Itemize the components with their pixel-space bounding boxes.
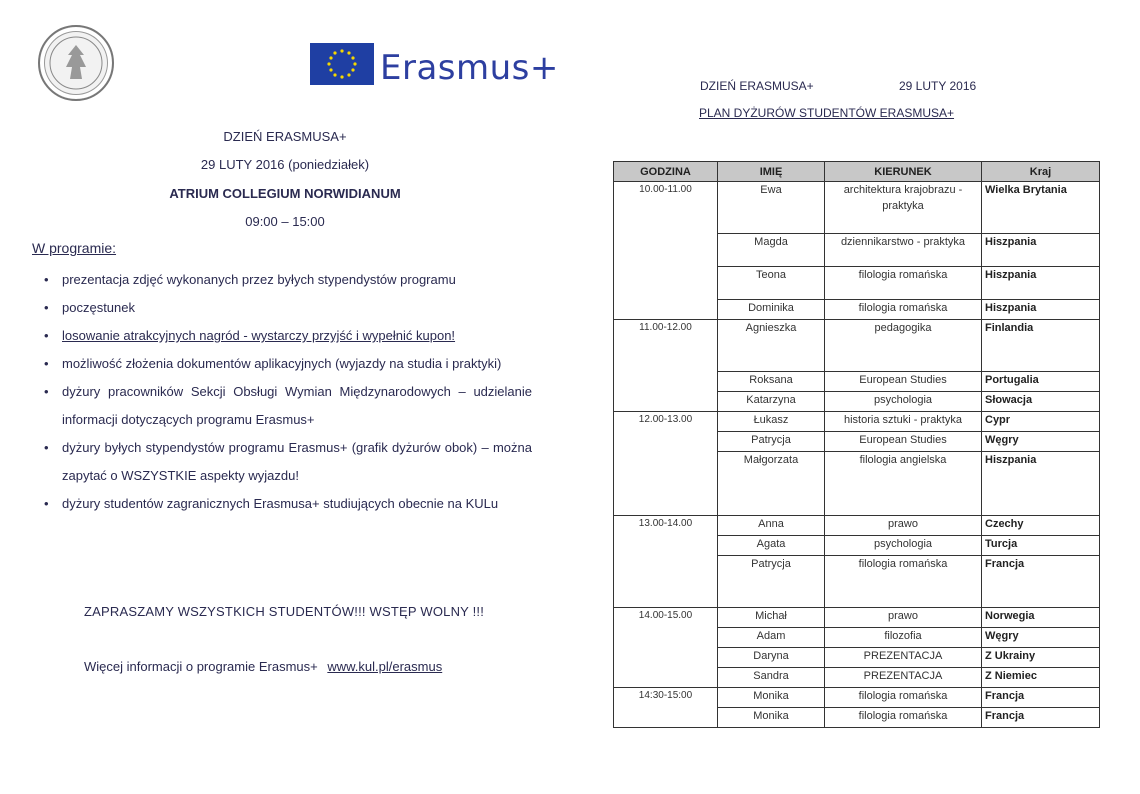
cell-hour: 14:30-15:00 — [614, 688, 718, 728]
cell-field: PREZENTACJA — [825, 648, 982, 668]
university-seal-logo — [38, 25, 114, 101]
duty-schedule-table — [613, 161, 1100, 728]
eu-flag-icon — [310, 43, 374, 85]
cell-name: Daryna — [718, 648, 825, 668]
table-row — [614, 608, 1100, 628]
cell-country: Portugalia — [982, 372, 1100, 392]
cell-country: Czechy — [982, 516, 1100, 536]
event-location: ATRIUM COLLEGIUM NORWIDIANUM — [169, 186, 401, 201]
cell-name: Teona — [718, 267, 825, 300]
cell-field: filologia romańska — [825, 688, 982, 708]
schedule-date: 29 LUTY 2016 — [899, 79, 977, 93]
cell-country: Hiszpania — [982, 452, 1100, 516]
cell-field: filologia romańska — [825, 267, 982, 300]
more-info-text: Więcej informacji o programie Erasmus+ — [84, 659, 318, 674]
cell-field: architektura krajobrazu - praktyka — [825, 182, 982, 234]
cell-country: Hiszpania — [982, 234, 1100, 267]
cell-country: Cypr — [982, 412, 1100, 432]
cell-country: Norwegia — [982, 608, 1100, 628]
program-list — [44, 266, 532, 518]
cell-hour: 11.00-12.00 — [614, 320, 718, 412]
cell-field: filozofia — [825, 628, 982, 648]
cell-field: filologia romańska — [825, 556, 982, 608]
cell-hour: 14.00-15.00 — [614, 608, 718, 688]
cell-name: Adam — [718, 628, 825, 648]
cell-field: psychologia — [825, 392, 982, 412]
table-header-row — [614, 162, 1100, 182]
cell-name: Katarzyna — [718, 392, 825, 412]
cell-country: Francja — [982, 708, 1100, 728]
column-header-hour: GODZINA — [614, 162, 718, 182]
cell-country: Wielka Brytania — [982, 182, 1100, 234]
table-row — [614, 320, 1100, 372]
cell-field: European Studies — [825, 372, 982, 392]
cell-name: Michał — [718, 608, 825, 628]
cell-country: Z Ukrainy — [982, 648, 1100, 668]
cell-name: Magda — [718, 234, 825, 267]
cell-name: Patrycja — [718, 432, 825, 452]
cell-field: prawo — [825, 608, 982, 628]
cell-country: Z Niemiec — [982, 668, 1100, 688]
cell-country: Francja — [982, 688, 1100, 708]
cell-country: Francja — [982, 556, 1100, 608]
table-row — [614, 516, 1100, 536]
cell-country: Turcja — [982, 536, 1100, 556]
erasmus-website-link[interactable]: www.kul.pl/erasmus — [327, 659, 443, 674]
cell-hour: 12.00-13.00 — [614, 412, 718, 516]
cell-field: prawo — [825, 516, 982, 536]
erasmus-plus-wordmark: Erasmus+ — [380, 48, 559, 88]
cell-field: PREZENTACJA — [825, 668, 982, 688]
cell-name: Małgorzata — [718, 452, 825, 516]
cell-name: Agnieszka — [718, 320, 825, 372]
program-item: • poczęstunek — [44, 294, 532, 322]
cell-country: Węgry — [982, 628, 1100, 648]
column-header-country: Kraj — [982, 162, 1100, 182]
cell-name: Anna — [718, 516, 825, 536]
table-row — [614, 688, 1100, 708]
cell-name: Agata — [718, 536, 825, 556]
program-item: • prezentacja zdjęć wykonanych przez byłych stypendystów programu — [44, 266, 532, 294]
program-item: • dyżury studentów zagranicznych Erasmusa+ studiujących obecnie na KULu — [44, 490, 532, 518]
cell-field: psychologia — [825, 536, 982, 556]
cell-name: Monika — [718, 688, 825, 708]
cell-field: filologia romańska — [825, 708, 982, 728]
cell-country: Słowacja — [982, 392, 1100, 412]
schedule-plan-title: PLAN DYŻURÓW STUDENTÓW ERASMUSA+ — [699, 106, 955, 120]
cell-hour: 13.00-14.00 — [614, 516, 718, 608]
program-item: • losowanie atrakcyjnych nagród - wystarczy przyjść i wypełnić kupon! — [44, 322, 532, 350]
cell-country: Hiszpania — [982, 267, 1100, 300]
cell-field: filologia angielska — [825, 452, 982, 516]
cell-name: Patrycja — [718, 556, 825, 608]
cell-country: Węgry — [982, 432, 1100, 452]
event-date: 29 LUTY 2016 (poniedziałek) — [200, 157, 370, 172]
cell-name: Monika — [718, 708, 825, 728]
program-item: • możliwość złożenia dokumentów aplikacyjnych (wyjazdy na studia i praktyki) — [44, 350, 532, 378]
program-item: • dyżury pracowników Sekcji Obsługi Wymian Międzynarodowych – udzielanie informacji dotyczących programu Erasmus+ — [44, 378, 532, 434]
cell-name: Łukasz — [718, 412, 825, 432]
cell-field: pedagogika — [825, 320, 982, 372]
cell-name: Roksana — [718, 372, 825, 392]
invitation-text: ZAPRASZAMY WSZYSTKICH STUDENTÓW!!! WSTĘP WOLNY !!! — [84, 604, 485, 619]
cell-name: Sandra — [718, 668, 825, 688]
cell-country: Finlandia — [982, 320, 1100, 372]
column-header-field: KIERUNEK — [825, 162, 982, 182]
more-info-line — [84, 659, 442, 674]
table-row — [614, 412, 1100, 432]
cell-name: Dominika — [718, 300, 825, 320]
cell-country: Hiszpania — [982, 300, 1100, 320]
program-item: • dyżury byłych stypendystów programu Erasmus+ (grafik dyżurów obok) – można zapytać o WSZYSTKIE aspekty wyjazdu! — [44, 434, 532, 490]
column-header-name: IMIĘ — [718, 162, 825, 182]
program-heading: W programie: — [32, 240, 117, 256]
table-row — [614, 182, 1100, 234]
event-hours: 09:00 – 15:00 — [245, 214, 325, 229]
cell-hour: 10.00-11.00 — [614, 182, 718, 320]
cell-field: dziennikarstwo - praktyka — [825, 234, 982, 267]
schedule-event-title: DZIEŃ ERASMUSA+ — [700, 79, 814, 93]
cell-field: European Studies — [825, 432, 982, 452]
cell-field: historia sztuki - praktyka — [825, 412, 982, 432]
cell-name: Ewa — [718, 182, 825, 234]
event-title: DZIEŃ ERASMUSA+ — [223, 129, 347, 144]
cell-field: filologia romańska — [825, 300, 982, 320]
